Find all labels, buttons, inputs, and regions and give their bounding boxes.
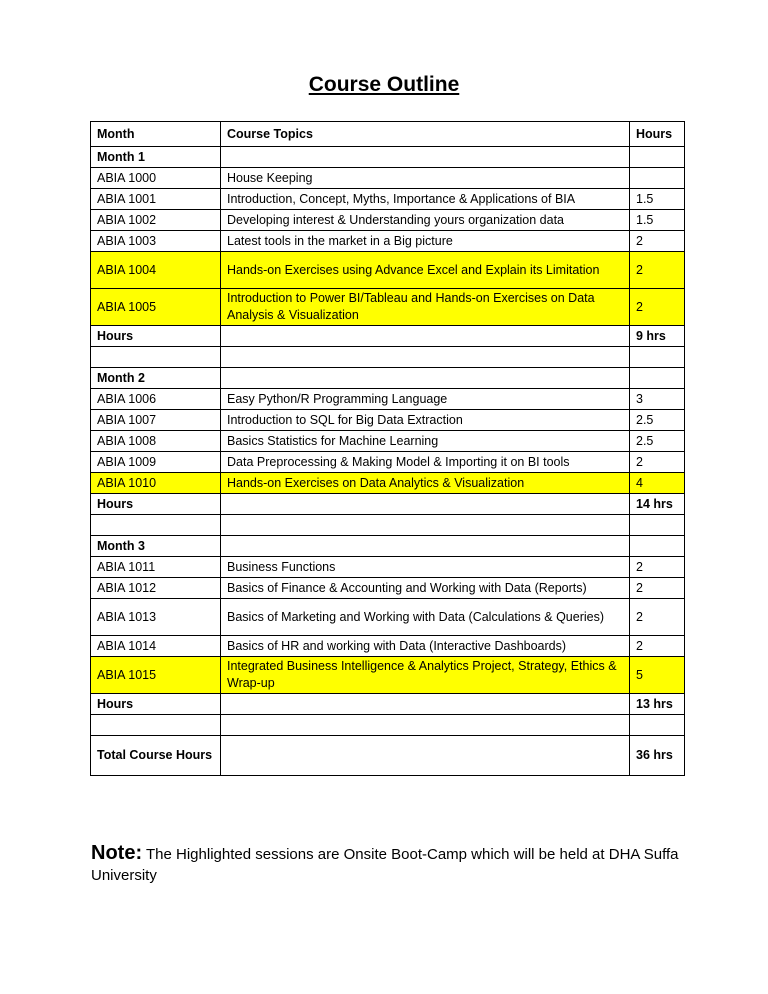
row-topic-cell: Introduction to SQL for Big Data Extraction <box>221 410 630 431</box>
note-text: The Highlighted sessions are Onsite Boot-Camp which will be held at DHA Suffa University <box>91 846 679 884</box>
table-row <box>91 599 685 636</box>
row-month-cell <box>91 715 221 736</box>
row-month-cell: ABIA 1010 <box>91 473 221 494</box>
row-month-cell: ABIA 1005 <box>91 289 221 326</box>
row-topic-cell: Introduction to Power BI/Tableau and Hands-on Exercises on Data Analysis & Visualization <box>221 289 630 326</box>
row-hours-cell <box>630 368 685 389</box>
row-hours-cell: 2 <box>630 289 685 326</box>
row-topic-cell: Integrated Business Intelligence & Analytics Project, Strategy, Ethics & Wrap-up <box>221 657 630 694</box>
row-month-cell: ABIA 1004 <box>91 252 221 289</box>
course-outline-body <box>91 122 685 776</box>
row-month-cell: ABIA 1008 <box>91 431 221 452</box>
row-hours-cell: 14 hrs <box>630 494 685 515</box>
row-hours-cell: 2 <box>630 252 685 289</box>
table-row <box>91 515 685 536</box>
table-row <box>91 326 685 347</box>
row-month-cell: ABIA 1011 <box>91 557 221 578</box>
row-month-cell: ABIA 1003 <box>91 231 221 252</box>
row-month-cell: ABIA 1014 <box>91 636 221 657</box>
table-row <box>91 147 685 168</box>
row-month-cell: ABIA 1000 <box>91 168 221 189</box>
row-topic-cell: Easy Python/R Programming Language <box>221 389 630 410</box>
table-header-row <box>91 122 685 147</box>
row-hours-cell: 2 <box>630 599 685 636</box>
row-topic-cell: Basics of Marketing and Working with Data (Calculations & Queries) <box>221 599 630 636</box>
row-hours-cell: 2 <box>630 636 685 657</box>
row-topic-cell: Latest tools in the market in a Big picture <box>221 231 630 252</box>
row-topic-cell: Business Functions <box>221 557 630 578</box>
total-row <box>91 736 685 776</box>
table-row <box>91 410 685 431</box>
table-row <box>91 168 685 189</box>
row-month-cell: ABIA 1007 <box>91 410 221 431</box>
row-hours-cell: 9 hrs <box>630 326 685 347</box>
row-hours-cell: 2 <box>630 231 685 252</box>
note <box>91 843 691 886</box>
total-hours-cell: 36 hrs <box>630 736 685 776</box>
row-topic-cell <box>221 515 630 536</box>
row-month-cell <box>91 515 221 536</box>
course-outline-table <box>90 121 685 776</box>
row-hours-cell: 2 <box>630 452 685 473</box>
row-month-cell: ABIA 1006 <box>91 389 221 410</box>
table-row <box>91 189 685 210</box>
row-hours-cell: 1.5 <box>630 189 685 210</box>
table-row <box>91 289 685 326</box>
row-topic-cell <box>221 715 630 736</box>
row-topic-cell <box>221 494 630 515</box>
row-hours-cell: 3 <box>630 389 685 410</box>
row-topic-cell: Basics Statistics for Machine Learning <box>221 431 630 452</box>
table-row <box>91 636 685 657</box>
row-hours-cell: 2 <box>630 557 685 578</box>
row-topic-cell: Introduction, Concept, Myths, Importance & Applications of BIA <box>221 189 630 210</box>
row-hours-cell <box>630 147 685 168</box>
row-month-cell: Hours <box>91 694 221 715</box>
table-row <box>91 389 685 410</box>
total-topic-cell <box>221 736 630 776</box>
row-hours-cell: 2.5 <box>630 431 685 452</box>
row-hours-cell <box>630 715 685 736</box>
row-month-cell: ABIA 1015 <box>91 657 221 694</box>
table-row <box>91 368 685 389</box>
row-topic-cell <box>221 147 630 168</box>
row-month-cell: ABIA 1009 <box>91 452 221 473</box>
row-hours-cell: 4 <box>630 473 685 494</box>
column-header-hours: Hours <box>630 122 685 147</box>
row-topic-cell <box>221 326 630 347</box>
table-row <box>91 473 685 494</box>
table-row <box>91 694 685 715</box>
row-hours-cell: 13 hrs <box>630 694 685 715</box>
row-month-cell: Month 2 <box>91 368 221 389</box>
row-hours-cell <box>630 347 685 368</box>
row-topic-cell <box>221 536 630 557</box>
column-header-month: Month <box>91 122 221 147</box>
row-topic-cell <box>221 694 630 715</box>
row-month-cell: Month 3 <box>91 536 221 557</box>
row-topic-cell: Basics of Finance & Accounting and Working with Data (Reports) <box>221 578 630 599</box>
row-month-cell <box>91 347 221 368</box>
row-hours-cell: 1.5 <box>630 210 685 231</box>
row-topic-cell: Basics of HR and working with Data (Interactive Dashboards) <box>221 636 630 657</box>
row-month-cell: ABIA 1013 <box>91 599 221 636</box>
table-row <box>91 452 685 473</box>
row-topic-cell: House Keeping <box>221 168 630 189</box>
row-month-cell: ABIA 1002 <box>91 210 221 231</box>
row-topic-cell: Hands-on Exercises using Advance Excel and Explain its Limitation <box>221 252 630 289</box>
page-title: Course Outline <box>308 73 460 96</box>
table-row <box>91 231 685 252</box>
row-month-cell: ABIA 1001 <box>91 189 221 210</box>
row-month-cell: Hours <box>91 326 221 347</box>
row-month-cell: ABIA 1012 <box>91 578 221 599</box>
row-hours-cell <box>630 168 685 189</box>
row-topic-cell: Hands-on Exercises on Data Analytics & Visualization <box>221 473 630 494</box>
table-row <box>91 536 685 557</box>
row-topic-cell: Developing interest & Understanding yours organization data <box>221 210 630 231</box>
table-row <box>91 557 685 578</box>
row-hours-cell: 2 <box>630 578 685 599</box>
table-row <box>91 210 685 231</box>
column-header-topics: Course Topics <box>221 122 630 147</box>
total-label-cell: Total Course Hours <box>91 736 221 776</box>
table-row <box>91 252 685 289</box>
row-hours-cell: 2.5 <box>630 410 685 431</box>
row-hours-cell: 5 <box>630 657 685 694</box>
row-topic-cell: Data Preprocessing & Making Model & Importing it on BI tools <box>221 452 630 473</box>
row-topic-cell <box>221 368 630 389</box>
table-row <box>91 578 685 599</box>
row-hours-cell <box>630 515 685 536</box>
table-row <box>91 715 685 736</box>
row-month-cell: Month 1 <box>91 147 221 168</box>
table-row <box>91 431 685 452</box>
row-hours-cell <box>630 536 685 557</box>
row-month-cell: Hours <box>91 494 221 515</box>
row-topic-cell <box>221 347 630 368</box>
table-row <box>91 347 685 368</box>
note-label: Note: <box>91 842 143 864</box>
table-row <box>91 494 685 515</box>
table-row <box>91 657 685 694</box>
